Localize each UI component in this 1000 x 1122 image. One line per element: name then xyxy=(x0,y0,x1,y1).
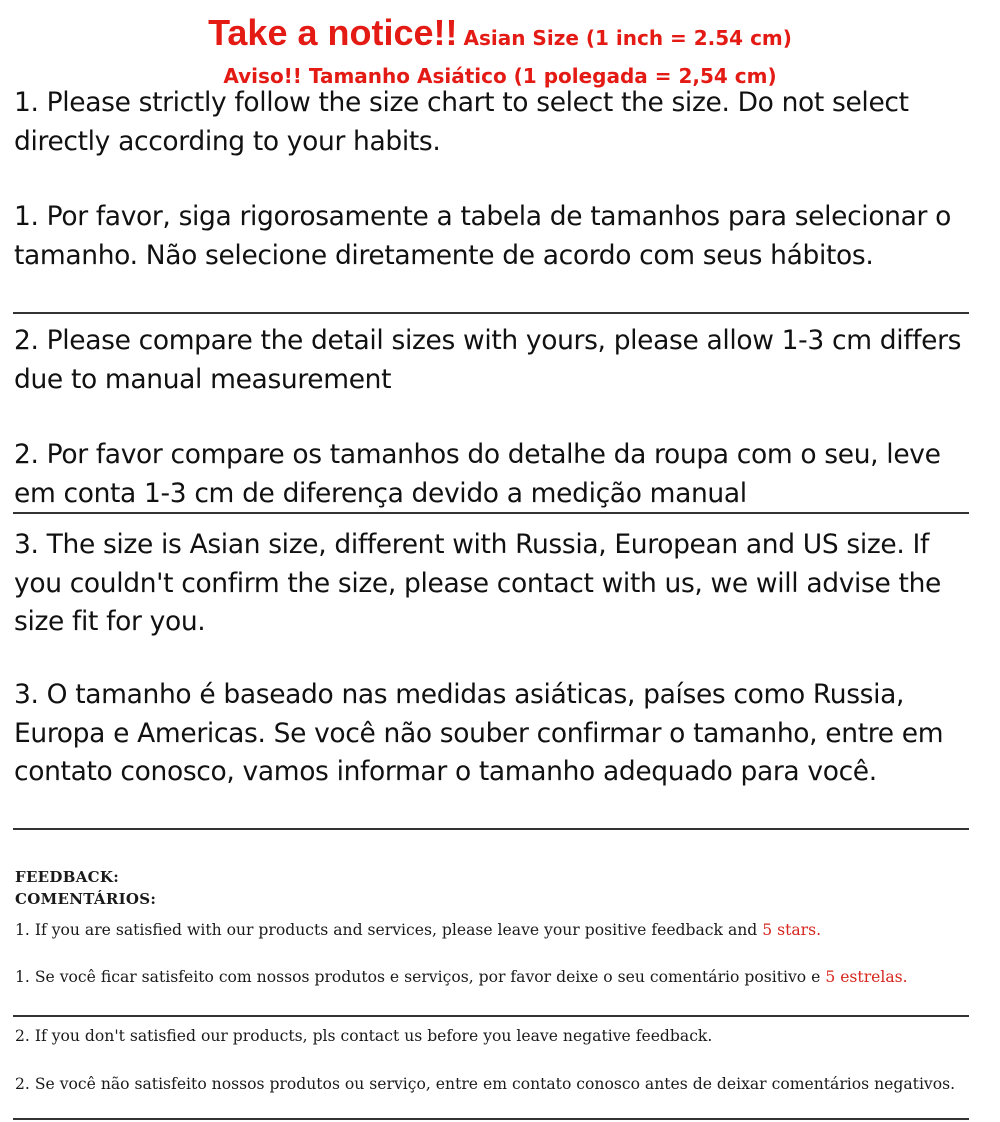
notice-title-line xyxy=(0,10,1000,63)
notice-title: Take a notice!! xyxy=(208,12,458,53)
feedback-item-2-english: 2. If you don't satisfied our products, pls contact us before you leave negative feedback. xyxy=(15,1027,713,1045)
feedback-item-1-english xyxy=(15,919,975,941)
section-1-english: 1. Please strictly follow the size chart to select the size. Do not select directly according to your habits. xyxy=(14,87,909,157)
divider xyxy=(13,828,969,830)
five-estrelas-highlight: 5 estrelas. xyxy=(825,968,908,986)
section-2-portuguese: 2. Por favor compare os tamanhos do detalhe da roupa com o seu, leve em conta 1-3 cm de diferença devido a medição manual xyxy=(14,439,941,509)
section-1-portuguese: 1. Por favor, siga rigorosamente a tabela de tamanhos para selecionar o tamanho. Não selecione diretamente de acordo com seus hábitos. xyxy=(14,201,951,271)
section-2-english: 2. Please compare the detail sizes with yours, please allow 1-3 cm differs due to manual measurement xyxy=(14,325,962,395)
feedback-item-1-portuguese-text: 1. Se você ficar satisfeito com nossos produtos e serviços, por favor deixe o seu comentário positivo e xyxy=(15,968,826,986)
feedback-item-2-portuguese: 2. Se você não satisfeito nossos produtos ou serviço, entre em contato conosco antes de deixar comentários negativos. xyxy=(15,1075,956,1093)
notice-header xyxy=(0,10,1000,89)
section-3-english: 3. The size is Asian size, different with Russia, European and US size. If you couldn't confirm the size, please contact with us, we will advise the size fit for you. xyxy=(14,529,941,637)
divider xyxy=(13,512,969,514)
asian-size-note: Asian Size (1 inch = 2.54 cm) xyxy=(463,26,792,50)
section-3-portuguese: 3. O tamanho é baseado nas medidas asiáticas, países como Russia, Europa e Americas. Se você não souber confirmar o tamanho, entre em contato conosco, vamos informar o tamanho adequado para você. xyxy=(14,679,944,787)
comentarios-heading: COMENTÁRIOS: xyxy=(15,890,157,908)
feedback-heading: FEEDBACK: xyxy=(15,868,120,886)
aviso-note: Aviso!! Tamanho Asiático (1 polegada = 2,54 cm) xyxy=(223,64,777,88)
divider xyxy=(13,1118,969,1120)
divider xyxy=(13,312,969,314)
feedback-item-1-english-text: 1. If you are satisfied with our products and services, please leave your positive feedback and xyxy=(15,921,763,939)
divider xyxy=(13,1015,969,1017)
feedback-item-1-portuguese xyxy=(15,966,975,988)
five-stars-highlight: 5 stars. xyxy=(762,921,822,939)
